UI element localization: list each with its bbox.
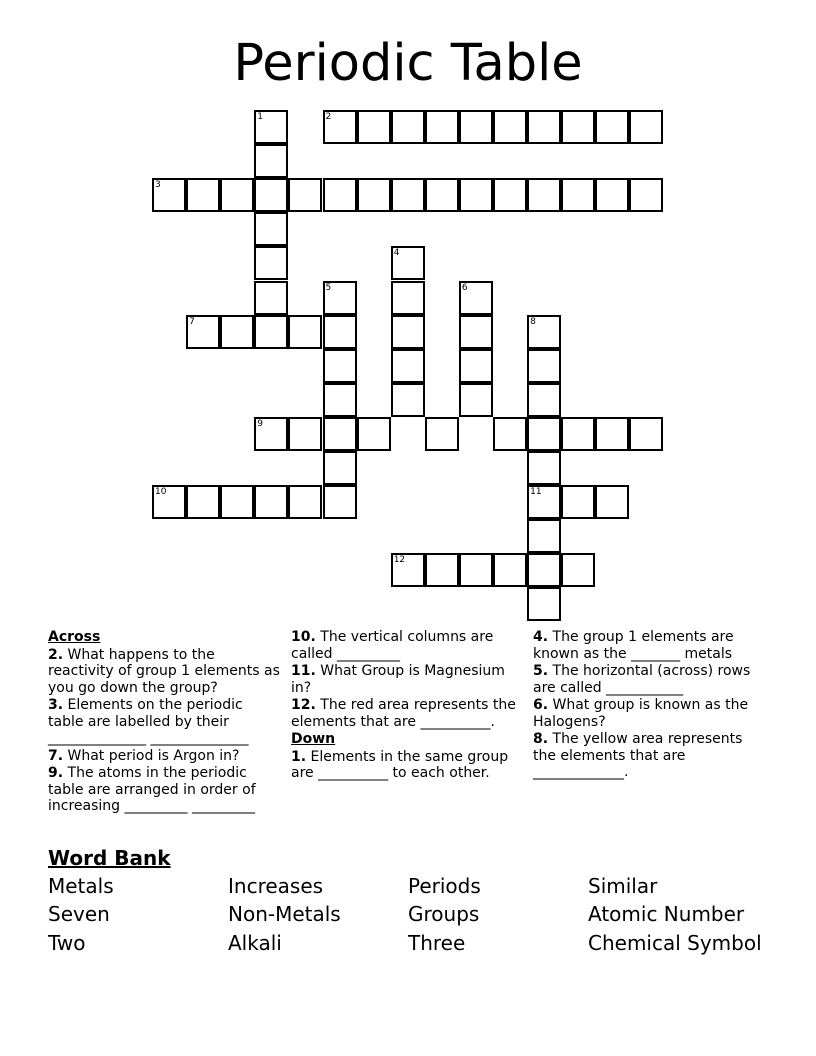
- clue-across-3: 3. Elements on the periodic table are labelled by their ______________ ______________: [48, 697, 249, 746]
- grid-cell[interactable]: [254, 485, 288, 519]
- grid-cell[interactable]: [629, 417, 663, 451]
- clue-number: 12: [393, 555, 406, 566]
- word-bank-item: Increases: [228, 874, 324, 898]
- down-heading: Down: [291, 731, 336, 747]
- grid-cell[interactable]: [493, 417, 527, 451]
- grid-cell[interactable]: [254, 281, 288, 315]
- grid-cell[interactable]: [254, 212, 288, 246]
- word-bank-item: Similar: [588, 874, 658, 898]
- word-bank-item: Periods: [408, 874, 481, 898]
- grid-cell[interactable]: [254, 315, 288, 349]
- grid-cell[interactable]: [323, 485, 357, 519]
- word-bank-item: Metals: [48, 874, 114, 898]
- grid-cell[interactable]: [391, 349, 425, 383]
- grid-cell[interactable]: [288, 315, 322, 349]
- word-bank-item: Atomic Number: [588, 902, 745, 926]
- grid-cell[interactable]: [527, 417, 561, 451]
- grid-cell[interactable]: [425, 553, 459, 587]
- clue-down-8: 8. The yellow area represents the elements that are _____________.: [533, 731, 743, 780]
- across-heading: Across: [48, 629, 101, 645]
- grid-cell[interactable]: [561, 110, 595, 144]
- grid-cell[interactable]: [323, 417, 357, 451]
- clue-number: 9: [257, 418, 264, 429]
- clue-down-1: 1. Elements in the same group are __________ to each other.: [291, 748, 509, 781]
- grid-cell[interactable]: [561, 553, 595, 587]
- grid-cell[interactable]: [425, 110, 459, 144]
- grid-cell[interactable]: [220, 178, 254, 212]
- grid-cell[interactable]: [391, 315, 425, 349]
- grid-cell[interactable]: [459, 383, 493, 417]
- word-bank-item: Groups: [408, 902, 480, 926]
- grid-cell[interactable]: [459, 110, 493, 144]
- grid-cell[interactable]: [254, 246, 288, 280]
- clue-number: 6: [461, 282, 468, 293]
- grid-cell[interactable]: [595, 417, 629, 451]
- grid-cell[interactable]: [629, 178, 663, 212]
- grid-cell[interactable]: [595, 178, 629, 212]
- grid-cell[interactable]: [254, 178, 288, 212]
- grid-cell[interactable]: [561, 178, 595, 212]
- word-bank-item: Non-Metals: [228, 902, 341, 926]
- clue-number: 2: [325, 112, 332, 122]
- clue-across-9: 9. The atoms in the periodic table are arranged in order of increasing _________ _________: [48, 765, 256, 814]
- grid-cell[interactable]: [527, 349, 561, 383]
- clue-down-5: 5. The horizontal (across) rows are called ___________: [533, 663, 751, 696]
- clue-number: 7: [189, 316, 195, 327]
- grid-cell[interactable]: [323, 178, 357, 212]
- grid-cell[interactable]: [527, 587, 561, 621]
- grid-cell[interactable]: [254, 144, 288, 178]
- grid-cell[interactable]: [459, 349, 493, 383]
- clue-down-4: 4. The group 1 elements are known as the _______ metals: [533, 629, 734, 662]
- word-bank-item: Two: [48, 931, 86, 955]
- clue-number: 10: [155, 487, 167, 498]
- grid-cell[interactable]: [527, 178, 561, 212]
- page-title: Periodic Table: [233, 34, 583, 93]
- clue-number: 5: [325, 282, 332, 293]
- grid-cell[interactable]: [288, 485, 322, 519]
- grid-cell[interactable]: [459, 178, 493, 212]
- grid-cell[interactable]: [527, 383, 561, 417]
- word-bank-item: Alkali: [228, 931, 282, 955]
- grid-cell[interactable]: [493, 178, 527, 212]
- clue-across-10: 10. The vertical columns are called _________: [291, 629, 494, 662]
- clue-number: 3: [155, 180, 161, 191]
- grid-cell[interactable]: [391, 281, 425, 315]
- grid-cell[interactable]: [493, 553, 527, 587]
- grid-cell[interactable]: [391, 178, 425, 212]
- clues-column-1: [48, 629, 280, 816]
- grid-cell[interactable]: [595, 110, 629, 144]
- clue-number: 8: [530, 316, 536, 327]
- grid-cell[interactable]: [527, 553, 561, 587]
- clue-down-6: 6. What group is known as the Halogens?: [533, 697, 749, 730]
- clue-number: 1: [257, 112, 264, 122]
- grid-cell[interactable]: [288, 178, 322, 212]
- grid-cell[interactable]: [459, 315, 493, 349]
- grid-cell[interactable]: [527, 451, 561, 485]
- grid-cell[interactable]: [323, 383, 357, 417]
- grid-cell[interactable]: [595, 485, 629, 519]
- clue-number: 4: [393, 248, 400, 259]
- clues-column-3: [533, 629, 765, 782]
- clue-across-12: 12. The red area represents the elements that are __________.: [291, 697, 516, 730]
- grid-cell[interactable]: [186, 485, 220, 519]
- grid-cell[interactable]: [220, 485, 254, 519]
- grid-cell[interactable]: [391, 383, 425, 417]
- clue-across-7: 7. What period is Argon in?: [48, 747, 240, 764]
- grid-cell[interactable]: [288, 417, 322, 451]
- grid-cell[interactable]: [425, 178, 459, 212]
- grid-cell[interactable]: [186, 178, 220, 212]
- grid-cell[interactable]: [629, 110, 663, 144]
- grid-cell[interactable]: [561, 485, 595, 519]
- grid-cell[interactable]: [459, 553, 493, 587]
- clue-across-2: 2. What happens to the reactivity of group 1 elements as you go down the group?: [48, 646, 280, 696]
- grid-cell[interactable]: [425, 417, 459, 451]
- grid-cell[interactable]: [561, 417, 595, 451]
- word-bank-item: Three: [408, 931, 466, 955]
- word-bank-title: Word Bank: [48, 846, 171, 870]
- grid-cell[interactable]: [527, 519, 561, 553]
- clue-across-11: 11. What Group is Magnesium in?: [291, 663, 505, 696]
- grid-cell[interactable]: [357, 178, 391, 212]
- grid-cell[interactable]: [323, 451, 357, 485]
- grid-cell[interactable]: [323, 315, 357, 349]
- clues-column-2: [291, 629, 523, 783]
- clue-number: 11: [530, 487, 542, 498]
- grid-cell[interactable]: [323, 349, 357, 383]
- grid-cell[interactable]: [357, 110, 391, 144]
- word-bank-item: Seven: [48, 902, 110, 926]
- grid-cell[interactable]: [357, 417, 391, 451]
- grid-cell[interactable]: [391, 110, 425, 144]
- grid-cell[interactable]: [493, 110, 527, 144]
- word-bank-item: Chemical Symbol: [588, 931, 762, 955]
- grid-cell[interactable]: [220, 315, 254, 349]
- grid-cell[interactable]: [527, 110, 561, 144]
